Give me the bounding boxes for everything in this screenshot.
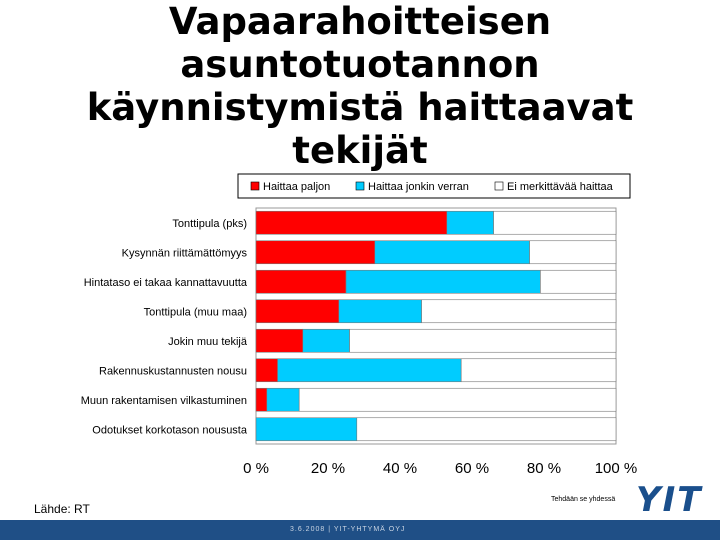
bar-2-6 (278, 359, 462, 382)
bar-1-6 (256, 359, 278, 382)
bar-1-1 (256, 211, 447, 234)
x-tick-label: 0 % (243, 460, 269, 477)
bar-3-8 (357, 418, 616, 441)
category-label: Hintataso ei takaa kannattavuutta (83, 276, 247, 289)
legend-swatch-2 (356, 182, 364, 190)
x-tick-label: 40 % (382, 460, 418, 477)
bar-2-4 (339, 300, 422, 323)
bar-3-4 (422, 300, 616, 323)
x-tick-label: 100 % (594, 460, 638, 477)
footer-bar (0, 520, 720, 540)
category-label: Odotukset korkotason noususta (92, 424, 247, 437)
tagline: Tehdään se yhdessä (551, 496, 616, 503)
bar-2-1 (447, 211, 494, 234)
source-label: Lähde: RT (34, 502, 90, 516)
bar-2-3 (346, 270, 540, 293)
bar-3-5 (350, 329, 616, 352)
category-label: Jokin muu tekijä (168, 335, 247, 348)
x-tick-label: 60 % (454, 460, 490, 477)
legend-label-2: Haittaa jonkin verran (368, 181, 469, 193)
yit-logo: YIT (636, 480, 703, 520)
bar-2-5 (303, 329, 350, 352)
category-label: Tonttipula (muu maa) (143, 306, 247, 319)
category-label: Muun rakentamisen vilkastuminen (80, 394, 247, 407)
bar-2-8 (256, 418, 357, 441)
legend-label-1: Haittaa paljon (263, 181, 331, 193)
bar-1-3 (256, 270, 346, 293)
x-tick-label: 20 % (310, 460, 346, 477)
bar-3-6 (461, 359, 616, 382)
category-label: Kysynnän riittämättömyys (121, 247, 247, 260)
legend-swatch-1 (251, 182, 259, 190)
bar-1-7 (256, 388, 267, 411)
category-label: Tonttipula (pks) (172, 217, 247, 230)
legend-label-3: Ei merkittävää haittaa (507, 181, 613, 193)
bar-1-4 (256, 300, 339, 323)
footer-text: 3.6.2008 | YIT-YHTYMÄ OYJ (290, 526, 406, 533)
bar-3-3 (540, 270, 616, 293)
bar-3-7 (299, 388, 616, 411)
bar-1-5 (256, 329, 303, 352)
category-label: Rakennuskustannusten nousu (99, 365, 247, 378)
chart-title: Vapaarahoitteisen asuntotuotannon käynnistymistä haittaavat tekijät (86, 0, 634, 172)
bar-1-2 (256, 241, 375, 264)
legend-swatch-3 (495, 182, 503, 190)
bar-2-7 (267, 388, 299, 411)
x-tick-label: 80 % (526, 460, 562, 477)
bar-3-1 (494, 211, 616, 234)
bar-2-2 (375, 241, 530, 264)
bar-3-2 (530, 241, 616, 264)
